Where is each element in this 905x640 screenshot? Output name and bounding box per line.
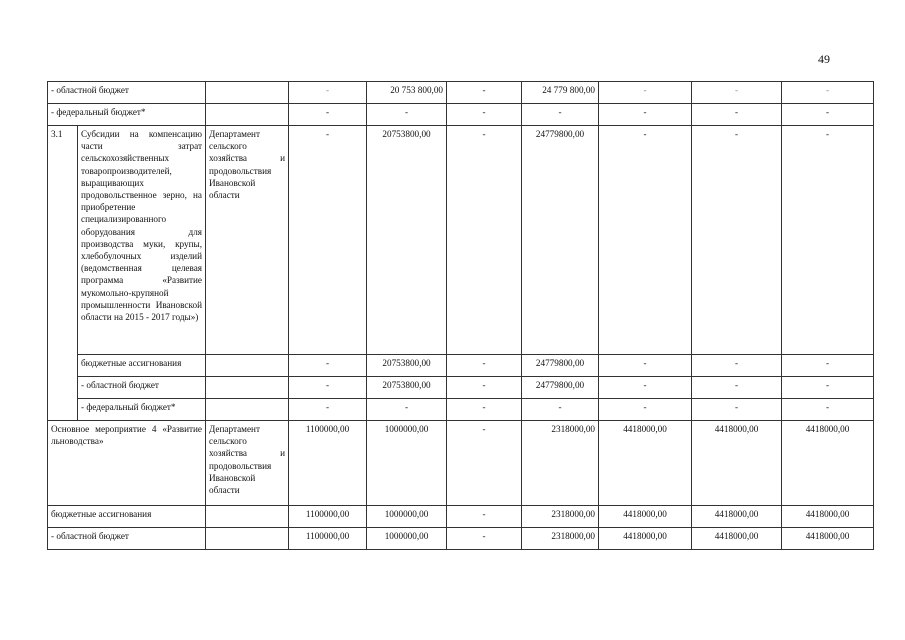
empty-cell	[206, 399, 289, 421]
value-cell: 4418000,00	[692, 421, 782, 506]
row-label: - областной бюджет	[78, 377, 206, 399]
value-cell: -	[692, 355, 782, 377]
value-cell: -	[447, 399, 522, 421]
table-row	[48, 399, 874, 421]
empty-cell	[206, 82, 289, 104]
value-cell: -	[522, 399, 599, 421]
item-name: Субсидии на компенсацию части затрат сельскохозяйственных товаропроизводителей, выращивающих продовольственное зерно, на приобретение специализированного оборудования для производства муки, крупы, хлебобулочных изделий (ведомственная целевая программа «Развитие мукомольно-крупяной промышленности Ивановской области на 2015 - 2017 годы»)	[78, 126, 206, 355]
empty-cell	[206, 528, 289, 550]
empty-cell	[206, 506, 289, 528]
value-cell: -	[447, 506, 522, 528]
value-cell: -	[782, 126, 874, 355]
value-cell: 1100000,00	[289, 506, 367, 528]
value-cell: -	[367, 399, 447, 421]
value-cell: -	[447, 126, 522, 355]
value-cell: -	[289, 104, 367, 126]
value-cell: -	[782, 104, 874, 126]
value-cell: -	[692, 377, 782, 399]
page-number: 49	[818, 52, 830, 66]
row-label: - областной бюджет	[48, 82, 206, 104]
value-cell: 2318000,00	[522, 528, 599, 550]
value-cell: -	[599, 377, 692, 399]
table-row	[48, 82, 874, 104]
value-cell: 24779800,00	[522, 126, 599, 355]
value-cell: -	[289, 126, 367, 355]
value-cell: 2318000,00	[522, 421, 599, 506]
row-label: - федеральный бюджет*	[78, 399, 206, 421]
table-row	[48, 421, 874, 506]
value-cell: -	[289, 82, 367, 104]
value-cell: -	[447, 528, 522, 550]
value-cell: -	[692, 399, 782, 421]
value-cell: 4418000,00	[599, 421, 692, 506]
value-cell: -	[289, 355, 367, 377]
value-cell: -	[692, 126, 782, 355]
item-executor: Департамент сельского хозяйства и продовольствия Ивановской области	[206, 126, 289, 355]
table-row	[48, 377, 874, 399]
row-label: - федеральный бюджет*	[48, 104, 206, 126]
value-cell: -	[692, 104, 782, 126]
table-row	[48, 506, 874, 528]
table-row	[48, 528, 874, 550]
item-executor: Департамент сельского хозяйства и продовольствия Ивановской области	[206, 421, 289, 506]
value-cell: -	[289, 377, 367, 399]
value-cell: 4418000,00	[599, 506, 692, 528]
value-cell: 24779800,00	[522, 377, 599, 399]
value-cell: 20753800,00	[367, 126, 447, 355]
value-cell: 1100000,00	[289, 528, 367, 550]
value-cell: 4418000,00	[692, 506, 782, 528]
value-cell: -	[599, 399, 692, 421]
value-cell: -	[447, 82, 522, 104]
table-row	[48, 126, 874, 355]
value-cell: -	[599, 126, 692, 355]
value-cell: -	[599, 82, 692, 104]
value-cell: -	[782, 355, 874, 377]
value-cell: -	[447, 377, 522, 399]
value-cell: -	[782, 399, 874, 421]
table-row	[48, 355, 874, 377]
value-cell: 20753800,00	[367, 377, 447, 399]
item-number: 3.1	[48, 126, 78, 421]
value-cell: 4418000,00	[782, 506, 874, 528]
value-cell: 4418000,00	[599, 528, 692, 550]
value-cell: -	[692, 82, 782, 104]
value-cell: -	[447, 421, 522, 506]
value-cell: -	[782, 82, 874, 104]
budget-table	[47, 81, 874, 550]
value-cell: -	[289, 399, 367, 421]
value-cell: 20 753 800,00	[367, 82, 447, 104]
value-cell: 20753800,00	[367, 355, 447, 377]
value-cell: 1100000,00	[289, 421, 367, 506]
value-cell: 2318000,00	[522, 506, 599, 528]
value-cell: -	[447, 355, 522, 377]
empty-cell	[206, 377, 289, 399]
value-cell: 1000000,00	[367, 506, 447, 528]
value-cell: -	[447, 104, 522, 126]
row-label: бюджетные ассигнования	[48, 506, 206, 528]
value-cell: 1000000,00	[367, 421, 447, 506]
value-cell: 4418000,00	[782, 421, 874, 506]
value-cell: -	[522, 104, 599, 126]
value-cell: -	[782, 377, 874, 399]
value-cell: -	[367, 104, 447, 126]
empty-cell	[206, 104, 289, 126]
table-row	[48, 104, 874, 126]
value-cell: -	[599, 104, 692, 126]
row-label: бюджетные ассигнования	[78, 355, 206, 377]
value-cell: 4418000,00	[692, 528, 782, 550]
row-label: - областной бюджет	[48, 528, 206, 550]
value-cell: 1000000,00	[367, 528, 447, 550]
value-cell: 4418000,00	[782, 528, 874, 550]
value-cell: 24 779 800,00	[522, 82, 599, 104]
value-cell: -	[599, 355, 692, 377]
value-cell: 24779800,00	[522, 355, 599, 377]
empty-cell	[206, 355, 289, 377]
item-name: Основное мероприятие 4 «Развитие льноводства»	[48, 421, 206, 506]
